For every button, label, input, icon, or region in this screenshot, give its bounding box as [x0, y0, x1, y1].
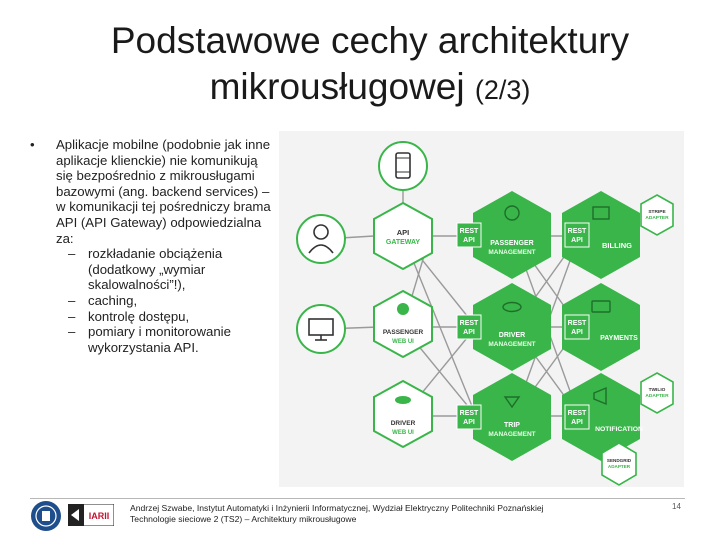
- rest-api-label-1: REST: [459, 410, 479, 417]
- rest-api-label-2: API: [571, 329, 583, 336]
- sub-bullet-item: [28, 324, 278, 355]
- trip-management-node: [457, 373, 551, 461]
- institute-logo: [68, 504, 114, 526]
- twilio-adapter-label-1: TWILIO: [648, 388, 666, 393]
- institute-logo-text: IARII: [88, 511, 110, 521]
- rest-api-label-2: API: [463, 237, 475, 244]
- sub-bullet-text: kontrolę dostępu,: [88, 308, 190, 324]
- api-gateway-label-1: API: [396, 228, 410, 237]
- billing-label: BILLING: [602, 241, 632, 250]
- driver-management-label-1: DRIVER: [498, 332, 526, 339]
- rest-api-label-1: REST: [459, 320, 479, 327]
- sub-bullet-marker: –: [68, 246, 76, 262]
- driver-web-ui-label-1: DRIVER: [390, 420, 416, 427]
- passenger-web-ui-label-1: PASSENGER: [382, 329, 424, 336]
- sub-bullet-item: [28, 293, 278, 309]
- passenger-management-label-1: PASSENGER: [490, 240, 534, 247]
- footer-text: [130, 503, 660, 525]
- notification-label: NOTIFICATION: [595, 426, 643, 433]
- twilio-adapter-node: [641, 373, 673, 413]
- user-icon: [297, 215, 345, 263]
- rest-api-label-1: REST: [459, 228, 479, 235]
- sub-bullet-text: pomiary i monitorowanie wykorzystania API.: [88, 324, 231, 355]
- footer-author-line: Andrzej Szwabe, Instytut Automatyki i Inżynierii Informatycznej, Wydział Elektryczny Politechniki Poznańskiej: [130, 503, 544, 513]
- stripe-adapter-label-1: STRIPE: [648, 210, 666, 215]
- sub-bullet-item: [28, 309, 278, 325]
- passenger-management-node: [457, 191, 551, 279]
- sub-bullet-marker: –: [68, 324, 76, 340]
- payments-node: [562, 283, 640, 371]
- sendgrid-adapter-label-2: ADAPTER: [607, 464, 631, 469]
- billing-node: [562, 191, 640, 279]
- slide-title: [60, 18, 680, 113]
- rest-api-label-2: API: [571, 237, 583, 244]
- microservices-diagram: [279, 131, 684, 487]
- rest-api-label-2: API: [571, 419, 583, 426]
- diagram-canvas: [279, 131, 684, 487]
- passenger-management-label-2: MANAGEMENT: [488, 249, 536, 256]
- desktop-monitor-icon: [297, 305, 345, 353]
- sub-bullet-marker: –: [68, 308, 76, 324]
- sub-bullet-marker: –: [68, 292, 76, 308]
- footer-course-line: Technologie sieciowe 2 (TS2) – Architektury mikrousługowe: [130, 514, 357, 524]
- passenger-web-ui-label-2: WEB UI: [392, 339, 414, 345]
- stripe-adapter-node: [641, 195, 673, 235]
- bullet-item: [28, 137, 278, 246]
- title-page-counter: (2/3): [474, 75, 531, 105]
- sub-bullet-text: rozkładanie obciążenia (dodatkowy „wymiar skalowalności”!),: [88, 246, 223, 293]
- mobile-device-icon: [379, 142, 427, 190]
- bullet-text: Aplikacje mobilne (podobnie jak inne aplikacje klienckie) nie komunikują się bezpośrednio z mikrousługami bazowymi (ang. backend services) – w komunikacji tej pośredniczy brama API (API Gateway) odpowiedzialna za:: [56, 137, 271, 246]
- rest-api-label-1: REST: [567, 320, 587, 327]
- driver-web-ui-label-2: WEB UI: [392, 430, 414, 436]
- notification-node: [562, 373, 643, 461]
- payments-label: PAYMENTS: [600, 335, 638, 342]
- rest-api-label-1: REST: [567, 228, 587, 235]
- driver-management-label-2: MANAGEMENT: [488, 341, 536, 348]
- rest-api-label-2: API: [463, 329, 475, 336]
- twilio-adapter-label-2: ADAPTER: [645, 394, 669, 399]
- title-line-2-main: mikrousługowej: [209, 66, 465, 107]
- trip-management-label-2: MANAGEMENT: [488, 431, 536, 438]
- sendgrid-adapter-node: [602, 443, 636, 485]
- api-gateway-label-2: GATEWAY: [385, 239, 421, 246]
- title-line-1: Podstawowe cechy architektury: [110, 20, 630, 61]
- title-line-2: [60, 64, 680, 113]
- rest-api-label-2: API: [463, 419, 475, 426]
- bullet-list: [28, 137, 278, 355]
- footer-divider: [30, 498, 685, 499]
- trip-management-label-1: TRIP: [504, 422, 520, 429]
- passenger-web-ui-node: [374, 291, 432, 357]
- university-seal-logo: [30, 500, 62, 532]
- sub-bullet-text: caching,: [88, 292, 138, 308]
- stripe-adapter-label-2: ADAPTER: [645, 216, 669, 221]
- sub-bullet-item: [28, 246, 278, 293]
- rest-api-label-1: REST: [567, 410, 587, 417]
- bullet-marker: •: [30, 137, 35, 152]
- sendgrid-adapter-label-1: SENDGRID: [606, 458, 632, 463]
- page-number: 14: [672, 502, 681, 511]
